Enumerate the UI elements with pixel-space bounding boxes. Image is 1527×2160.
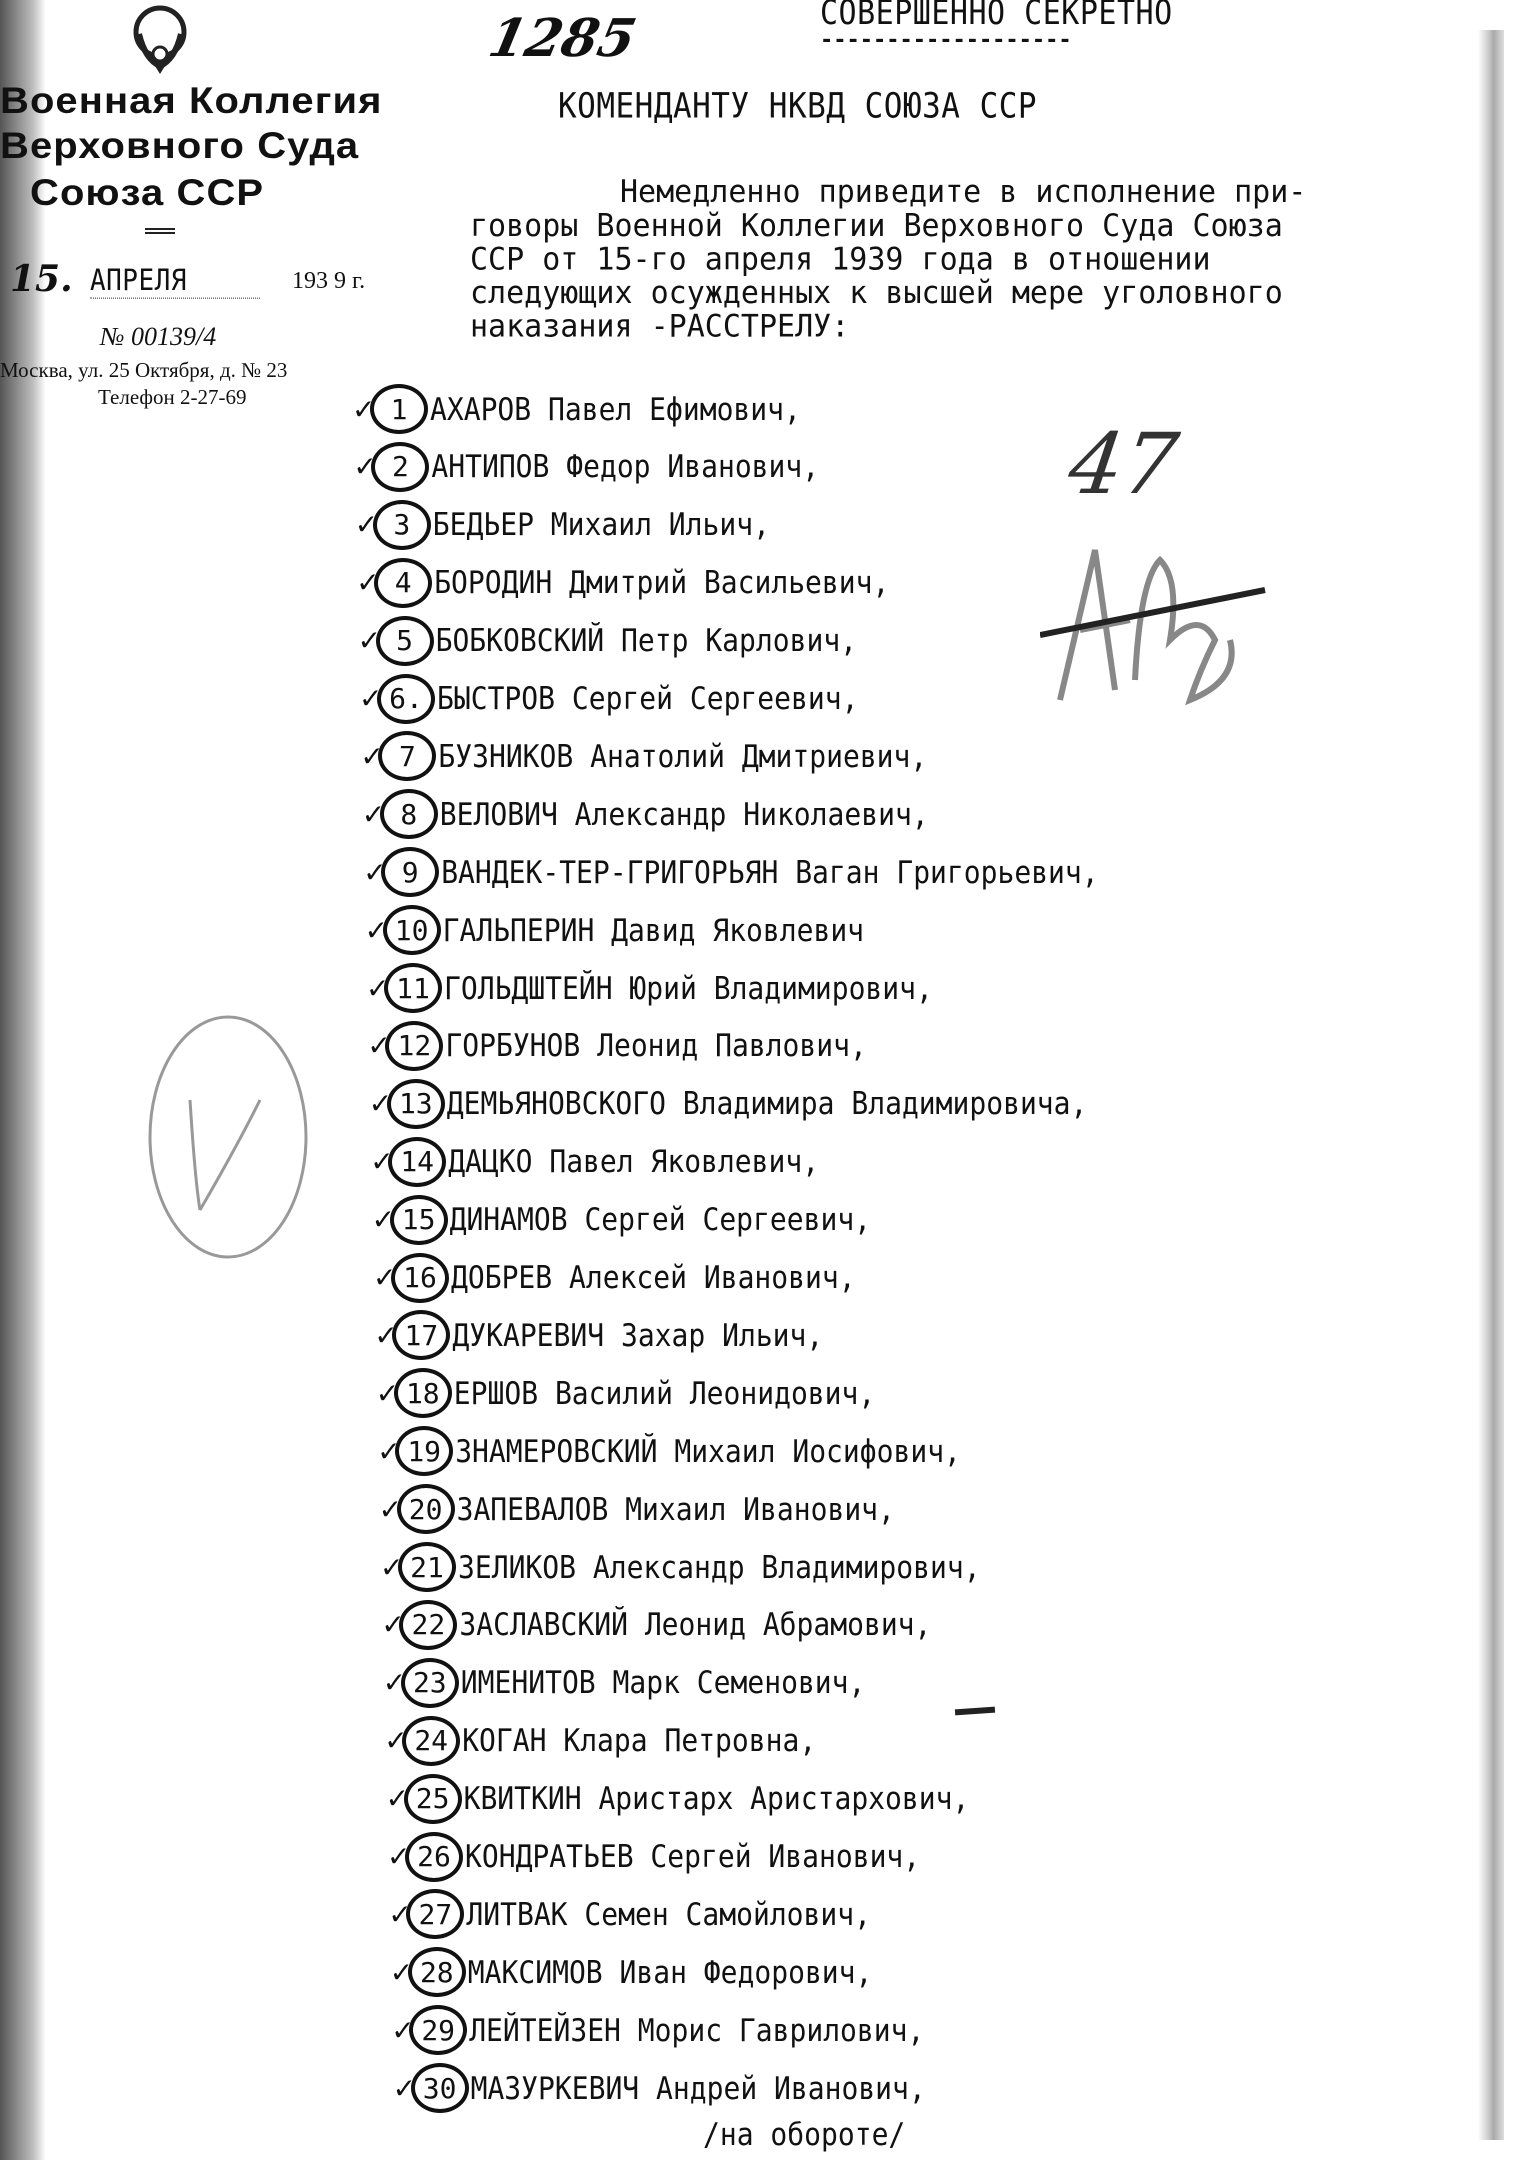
item-number-circle: 15 [390, 1195, 448, 1245]
item-number-circle: 13 [387, 1079, 445, 1129]
convicted-name: ВАНДЕК-ТЕР-ГРИГОРЬЯН Ваган Григорьевич, [441, 854, 1099, 891]
check-mark-icon: ✓ [360, 739, 384, 773]
item-number-circle: 29 [409, 2005, 467, 2055]
check-mark-icon: ✓ [377, 1434, 401, 1468]
convicted-name: ЛЕЙТЕЙЗЕН Морис Гаврилович, [469, 2012, 925, 2049]
list-item [373, 1253, 856, 1303]
convicted-name: МАКСИМОВ Иван Федорович, [467, 1954, 873, 1991]
item-number-circle: 26 [405, 1832, 463, 1882]
convicted-name: ДИНАМОВ Сергей Сергеевич, [449, 1201, 872, 1238]
item-number-circle: 16 [391, 1253, 449, 1303]
list-item [391, 2005, 925, 2055]
institution-line: Военная Коллегия [0, 80, 383, 121]
list-item [388, 1889, 871, 1939]
archive-number: 1285 [483, 8, 642, 69]
item-number-circle: 24 [402, 1716, 460, 1766]
list-item [357, 616, 858, 666]
check-mark-icon: ✓ [391, 2013, 415, 2047]
institution-line: Союза ССР [30, 172, 265, 213]
convicted-name: БЕДЬЕР Михаил Ильич, [432, 506, 770, 543]
order-line: Немедленно приведите в исполнение при- [620, 173, 1307, 211]
list-item [368, 1079, 1088, 1129]
pencil-circle-mark [140, 1010, 320, 1265]
list-item [382, 1658, 866, 1708]
list-item [363, 847, 1099, 897]
check-mark-icon: ✓ [371, 1203, 396, 1237]
check-mark-icon: ✓ [370, 1145, 394, 1179]
check-mark-icon: ✓ [381, 1608, 405, 1642]
phone: Телефон 2-27-69 [98, 385, 247, 409]
item-number-circle: 10 [383, 905, 441, 955]
check-mark-icon: ✓ [385, 1782, 410, 1816]
check-mark-icon: ✓ [354, 508, 379, 542]
convicted-name: КОГАН Клара Петровна, [462, 1722, 817, 1759]
item-number-circle: 1 [370, 384, 428, 434]
convicted-name: ЕРШОВ Василий Леонидович, [453, 1375, 876, 1412]
check-mark-icon: ✓ [375, 1376, 400, 1410]
date-month: АПРЕЛЯ [90, 264, 260, 299]
list-item [360, 731, 928, 781]
convicted-name: КОНДРАТЬЕВ Сергей Иванович, [465, 1838, 921, 1875]
convicted-name: БЫСТРОВ Сергей Сергеевич, [437, 680, 859, 717]
item-number-circle: 6. [377, 674, 435, 724]
check-mark-icon: ✓ [392, 2071, 417, 2105]
item-number-circle: 22 [399, 1600, 457, 1650]
check-mark-icon: ✓ [353, 450, 377, 484]
list-item [356, 558, 890, 608]
check-mark-icon: ✓ [364, 913, 389, 947]
item-number-circle: 20 [397, 1484, 455, 1534]
list-item [380, 1542, 981, 1592]
check-mark-icon: ✓ [367, 1029, 391, 1063]
ink-dash [955, 1707, 995, 1716]
check-mark-icon: ✓ [359, 682, 383, 715]
list-item [371, 1195, 872, 1245]
item-number-circle: 19 [395, 1426, 453, 1476]
convicted-name: ЗАСЛАВСКИЙ Леонид Абрамович, [459, 1606, 932, 1644]
convicted-name: ЛИТВАК Семен Самойлович, [466, 1896, 871, 1933]
check-mark-icon: ✓ [380, 1550, 404, 1584]
list-item [375, 1368, 876, 1418]
item-number-circle: 2 [371, 442, 429, 492]
check-mark-icon: ✓ [368, 1087, 393, 1121]
list-item [384, 1716, 817, 1766]
item-number-circle: 11 [384, 963, 442, 1013]
list-item [385, 1774, 970, 1824]
list-item [389, 1947, 873, 1997]
list-item [352, 384, 801, 434]
continued-note: /на обороте/ [703, 2116, 906, 2153]
list-item [354, 500, 770, 550]
scan-shadow-right [1478, 30, 1504, 2140]
list-item [392, 2063, 926, 2113]
list-item [364, 905, 865, 955]
order-line: ССР от 15-го апреля 1939 года в отношении [470, 241, 1211, 278]
convicted-name: ГАЛЬПЕРИН Давид Яковлевич [442, 911, 865, 949]
convicted-name: БОРОДИН Дмитрий Васильевич, [434, 564, 890, 601]
scan-shadow-left [0, 0, 46, 2160]
convicted-name: КВИТКИН Аристарх Аристархович, [463, 1780, 970, 1817]
item-number-circle: 7 [378, 731, 436, 781]
check-mark-icon: ✓ [361, 797, 386, 831]
emblem-icon [125, 4, 195, 76]
list-item [367, 1021, 867, 1071]
check-mark-icon: ✓ [356, 566, 380, 600]
list-item [353, 442, 820, 492]
list-item [381, 1600, 932, 1650]
check-mark-icon: ✓ [389, 1955, 414, 1989]
convicted-name: ЗНАМЕРОВСКИЙ Михаил Иосифович, [455, 1433, 961, 1470]
list-item [361, 789, 929, 839]
item-number-circle: 4 [374, 558, 432, 608]
document-number: № 00139/4 [100, 322, 217, 351]
date-day: 15. [10, 258, 73, 300]
convicted-name: ГОЛЬДШТЕЙН Юрий Владимирович, [444, 969, 933, 1007]
handwritten-note: 47 [1063, 415, 1184, 513]
convicted-name: ЗАПЕВАЛОВ Михаил Иванович, [456, 1490, 895, 1528]
order-line: следующих осужденных к высшей мере уголовного [470, 274, 1283, 312]
item-number-circle: 27 [406, 1889, 464, 1939]
item-number-circle: 23 [401, 1658, 459, 1708]
convicted-name: МАЗУРКЕВИЧ Андрей Иванович, [470, 2069, 926, 2107]
convicted-name: ДАЦКО Павел Яковлевич, [448, 1143, 820, 1180]
check-mark-icon: ✓ [387, 1840, 411, 1873]
check-mark-icon: ✓ [357, 624, 382, 658]
check-mark-icon: ✓ [373, 1261, 397, 1294]
item-number-circle: 9 [381, 847, 439, 897]
list-item [359, 674, 859, 724]
item-number-circle: 25 [404, 1774, 462, 1824]
item-number-circle: 18 [394, 1368, 452, 1418]
secrecy-label: СОВЕРШЕННО СЕКРЕТНО [820, 0, 1173, 34]
order-line: говоры Военной Коллегии Верховного Суда Союза [470, 207, 1283, 245]
convicted-name: БУЗНИКОВ Анатолий Дмитриевич, [438, 738, 928, 775]
convicted-name: ЗЕЛИКОВ Александр Владимирович, [458, 1548, 981, 1586]
item-number-circle: 28 [408, 1947, 466, 1997]
date-year: 193 9 г. [292, 268, 366, 294]
secrecy-underline: ------------------- [820, 28, 1072, 53]
check-mark-icon: ✓ [366, 971, 390, 1005]
convicted-name: ДОБРЕВ Алексей Иванович, [451, 1259, 856, 1296]
check-mark-icon: ✓ [388, 1897, 412, 1931]
convicted-name: ДУКАРЕВИЧ Захар Ильич, [452, 1317, 824, 1354]
list-item [370, 1137, 820, 1187]
convicted-name: ГОРБУНОВ Леонид Павлович, [445, 1027, 867, 1065]
convicted-name: ИМЕНИТОВ Марк Семенович, [460, 1664, 866, 1701]
addressee: КОМЕНДАНТУ НКВД СОЮЗА ССР [558, 86, 1038, 127]
convicted-name: ДЕМЬЯНОВСКОГО Владимира Владимировича, [446, 1085, 1088, 1122]
item-number-circle: 17 [392, 1310, 450, 1360]
order-line: наказания -РАССТРЕЛУ: [470, 308, 850, 346]
list-item [377, 1426, 961, 1476]
address: Москва, ул. 25 Октября, д. № 23 [0, 358, 288, 382]
convicted-name: АХАРОВ Павел Ефимович, [430, 390, 801, 428]
order-text [470, 173, 1400, 346]
check-mark-icon: ✓ [378, 1492, 403, 1526]
institution-line: Верховного Суда [0, 125, 360, 166]
check-mark-icon: ✓ [374, 1318, 398, 1352]
check-mark-icon: ✓ [352, 392, 376, 426]
convicted-name: ВЕЛОВИЧ Александр Николаевич, [439, 796, 929, 833]
item-number-circle: 14 [388, 1137, 446, 1187]
item-number-circle: 3 [373, 500, 431, 550]
divider [145, 228, 175, 234]
check-mark-icon: ✓ [382, 1666, 407, 1700]
check-mark-icon: ✓ [384, 1724, 408, 1758]
check-mark-icon: ✓ [363, 855, 387, 889]
convicted-name: АНТИПОВ Федор Иванович, [431, 448, 820, 486]
list-item [378, 1484, 895, 1534]
item-number-circle: 12 [385, 1021, 443, 1071]
list-item [374, 1310, 824, 1360]
signature [1040, 520, 1270, 710]
item-number-circle: 21 [398, 1542, 456, 1592]
convicted-name: БОБКОВСКИЙ Петр Карлович, [435, 622, 858, 659]
list-item [366, 963, 933, 1013]
item-number-circle: 5 [376, 616, 434, 666]
item-number-circle: 30 [411, 2063, 469, 2113]
item-number-circle: 8 [380, 789, 438, 839]
list-item [387, 1832, 921, 1882]
